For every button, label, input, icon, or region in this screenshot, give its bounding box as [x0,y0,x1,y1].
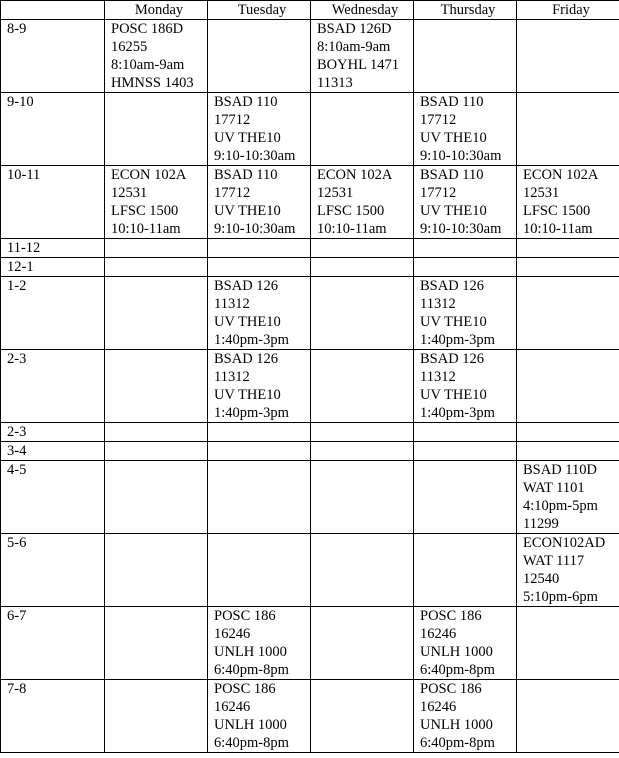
course-detail-line: LFSC 1500 [317,203,385,219]
time-row [1,607,619,680]
course-detail-line: HMNSS 1403 [111,75,194,91]
schedule-cell-thursday [414,423,517,442]
course-detail-line: 10:10-11am [111,221,181,237]
course-detail-line: LFSC 1500 [523,203,591,219]
time-slot-label: 11-12 [1,239,105,258]
course-detail-line: 17712 [420,112,457,128]
schedule-cell-monday [105,166,208,239]
course-detail-line: UV THE10 [420,387,487,403]
course-detail-line: ECON 102A [317,167,393,183]
course-detail-line: BSAD 126D [317,21,392,37]
schedule-cell-friday [517,166,619,239]
course-detail-line: 11312 [420,369,456,385]
course-detail-line: 9:10-10:30am [214,148,296,164]
schedule-cell-friday [517,607,619,680]
schedule-cell-friday [517,350,619,423]
time-row [1,93,619,166]
course-detail-line: POSC 186 [420,608,482,624]
course-detail-line: 6:40pm-8pm [420,662,495,678]
schedule-cell-thursday [414,607,517,680]
schedule-cell-wednesday [311,258,414,277]
schedule-cell-tuesday [208,350,311,423]
schedule-cell-thursday [414,93,517,166]
schedule-cell-tuesday [208,166,311,239]
schedule-cell-wednesday [311,607,414,680]
course-detail-line: UV THE10 [214,130,281,146]
schedule-cell-thursday [414,166,517,239]
schedule-cell-tuesday [208,442,311,461]
course-detail-line: UNLH 1000 [420,644,493,660]
course-detail-line: BSAD 110D [523,462,597,478]
course-detail-line: POSC 186 [214,681,276,697]
course-detail-line: 6:40pm-8pm [420,735,495,751]
schedule-cell-thursday [414,239,517,258]
course-detail-line: BSAD 110 [420,167,484,183]
schedule-cell-monday [105,534,208,607]
schedule-cell-wednesday [311,461,414,534]
schedule-cell-monday [105,607,208,680]
course-detail-line: POSC 186 [420,681,482,697]
schedule-cell-tuesday [208,277,311,350]
time-slot-label: 2-3 [1,350,105,423]
schedule-cell-wednesday [311,239,414,258]
course-detail-line: BOYHL 1471 [317,57,400,73]
course-detail-line: 8:10am-9am [111,57,185,73]
course-detail-line: 12531 [523,185,560,201]
schedule-cell-wednesday [311,277,414,350]
course-detail-line: UV THE10 [420,203,487,219]
course-detail-line: 1:40pm-3pm [420,405,495,421]
course-detail-line: 11312 [420,296,456,312]
course-detail-line: 16246 [420,699,457,715]
schedule-body [1,20,619,753]
time-slot-label: 1-2 [1,277,105,350]
time-slot-label: 2-3 [1,423,105,442]
course-detail-line: UV THE10 [420,130,487,146]
schedule-cell-monday [105,461,208,534]
schedule-cell-monday [105,20,208,93]
time-slot-label: 7-8 [1,680,105,753]
course-detail-line: 12531 [111,185,148,201]
schedule-cell-wednesday [311,350,414,423]
course-detail-line: UNLH 1000 [214,717,287,733]
time-slot-label: 6-7 [1,607,105,680]
day-header-thursday: Thursday [414,1,517,20]
course-detail-line: 10:10-11am [317,221,387,237]
schedule-cell-wednesday [311,423,414,442]
header-row [1,1,619,20]
time-row [1,239,619,258]
course-detail-line: 11299 [523,516,559,532]
schedule-cell-tuesday [208,423,311,442]
course-detail-line: BSAD 110 [214,167,278,183]
schedule-cell-tuesday [208,93,311,166]
course-detail-line: 11312 [214,369,250,385]
course-detail-line: 9:10-10:30am [214,221,296,237]
day-header-tuesday: Tuesday [208,1,311,20]
time-row [1,442,619,461]
time-slot-label: 4-5 [1,461,105,534]
course-detail-line: UV THE10 [214,314,281,330]
schedule-cell-wednesday [311,93,414,166]
schedule-cell-tuesday [208,461,311,534]
schedule-cell-monday [105,277,208,350]
course-detail-line: 6:40pm-8pm [214,735,289,751]
schedule-cell-wednesday [311,534,414,607]
course-detail-line: WAT 1101 [523,480,585,496]
schedule-cell-thursday [414,461,517,534]
course-detail-line: 11313 [317,75,353,91]
course-detail-line: 1:40pm-3pm [214,332,289,348]
time-slot-label: 9-10 [1,93,105,166]
time-slot-label: 10-11 [1,166,105,239]
course-detail-line: 4:10pm-5pm [523,498,598,514]
schedule-cell-thursday [414,258,517,277]
schedule-cell-thursday [414,20,517,93]
corner-header [1,1,105,20]
course-detail-line: 10:10-11am [523,221,593,237]
schedule-cell-wednesday [311,20,414,93]
course-detail-line: 17712 [214,185,251,201]
course-detail-line: 11312 [214,296,250,312]
course-detail-line: 16246 [214,626,251,642]
schedule-cell-wednesday [311,442,414,461]
time-slot-label: 12-1 [1,258,105,277]
schedule-cell-friday [517,423,619,442]
day-header-friday: Friday [517,1,619,20]
schedule-cell-tuesday [208,239,311,258]
course-detail-line: ECON 102A [523,167,599,183]
time-slot-label: 5-6 [1,534,105,607]
schedule-cell-tuesday [208,680,311,753]
schedule-cell-tuesday [208,258,311,277]
course-detail-line: 17712 [420,185,457,201]
schedule-cell-friday [517,93,619,166]
day-header-monday: Monday [105,1,208,20]
schedule-cell-monday [105,680,208,753]
schedule-cell-thursday [414,350,517,423]
course-detail-line: 5:10pm-6pm [523,589,598,605]
course-detail-line: 9:10-10:30am [420,148,502,164]
course-detail-line: BSAD 126 [214,351,279,367]
course-detail-line: 17712 [214,112,251,128]
schedule-cell-monday [105,423,208,442]
course-detail-line: POSC 186 [214,608,276,624]
course-detail-line: 9:10-10:30am [420,221,502,237]
course-detail-line: WAT 1117 [523,553,585,569]
course-detail-line: 8:10am-9am [317,39,391,55]
course-detail-line: 1:40pm-3pm [214,405,289,421]
course-detail-line: ECON102AD [523,535,606,551]
schedule-cell-friday [517,20,619,93]
schedule-cell-monday [105,442,208,461]
schedule-cell-friday [517,534,619,607]
course-detail-line: UV THE10 [420,314,487,330]
course-detail-line: 16246 [420,626,457,642]
course-detail-line: 16246 [214,699,251,715]
time-row [1,350,619,423]
schedule-cell-thursday [414,277,517,350]
course-detail-line: BSAD 110 [420,94,484,110]
time-row [1,258,619,277]
course-detail-line: LFSC 1500 [111,203,179,219]
course-detail-line: 12531 [317,185,354,201]
course-detail-line: BSAD 126 [420,351,485,367]
schedule-cell-monday [105,239,208,258]
time-slot-label: 3-4 [1,442,105,461]
schedule-cell-wednesday [311,166,414,239]
course-detail-line: 6:40pm-8pm [214,662,289,678]
time-row [1,680,619,753]
course-detail-line: BSAD 110 [214,94,278,110]
schedule-cell-tuesday [208,20,311,93]
course-detail-line: UV THE10 [214,387,281,403]
course-detail-line: BSAD 126 [420,278,485,294]
schedule-cell-friday [517,258,619,277]
schedule-cell-monday [105,93,208,166]
schedule-cell-monday [105,258,208,277]
schedule-cell-friday [517,277,619,350]
schedule-cell-thursday [414,534,517,607]
course-detail-line: 1:40pm-3pm [420,332,495,348]
schedule-cell-friday [517,461,619,534]
schedule-cell-monday [105,350,208,423]
schedule-cell-friday [517,442,619,461]
time-row [1,534,619,607]
course-detail-line: 16255 [111,39,148,55]
course-detail-line: UV THE10 [214,203,281,219]
time-row [1,423,619,442]
schedule-cell-wednesday [311,680,414,753]
schedule-cell-tuesday [208,534,311,607]
schedule-cell-thursday [414,442,517,461]
time-row [1,166,619,239]
course-detail-line: POSC 186D [111,21,184,37]
course-detail-line: UNLH 1000 [420,717,493,733]
course-detail-line: 12540 [523,571,560,587]
time-row [1,277,619,350]
schedule-cell-tuesday [208,607,311,680]
time-row [1,461,619,534]
schedule-cell-friday [517,239,619,258]
course-detail-line: BSAD 126 [214,278,279,294]
time-slot-label: 8-9 [1,20,105,93]
schedule-cell-friday [517,680,619,753]
course-detail-line: UNLH 1000 [214,644,287,660]
course-detail-line: ECON 102A [111,167,187,183]
time-row [1,20,619,93]
schedule-cell-thursday [414,680,517,753]
day-header-wednesday: Wednesday [311,1,414,20]
